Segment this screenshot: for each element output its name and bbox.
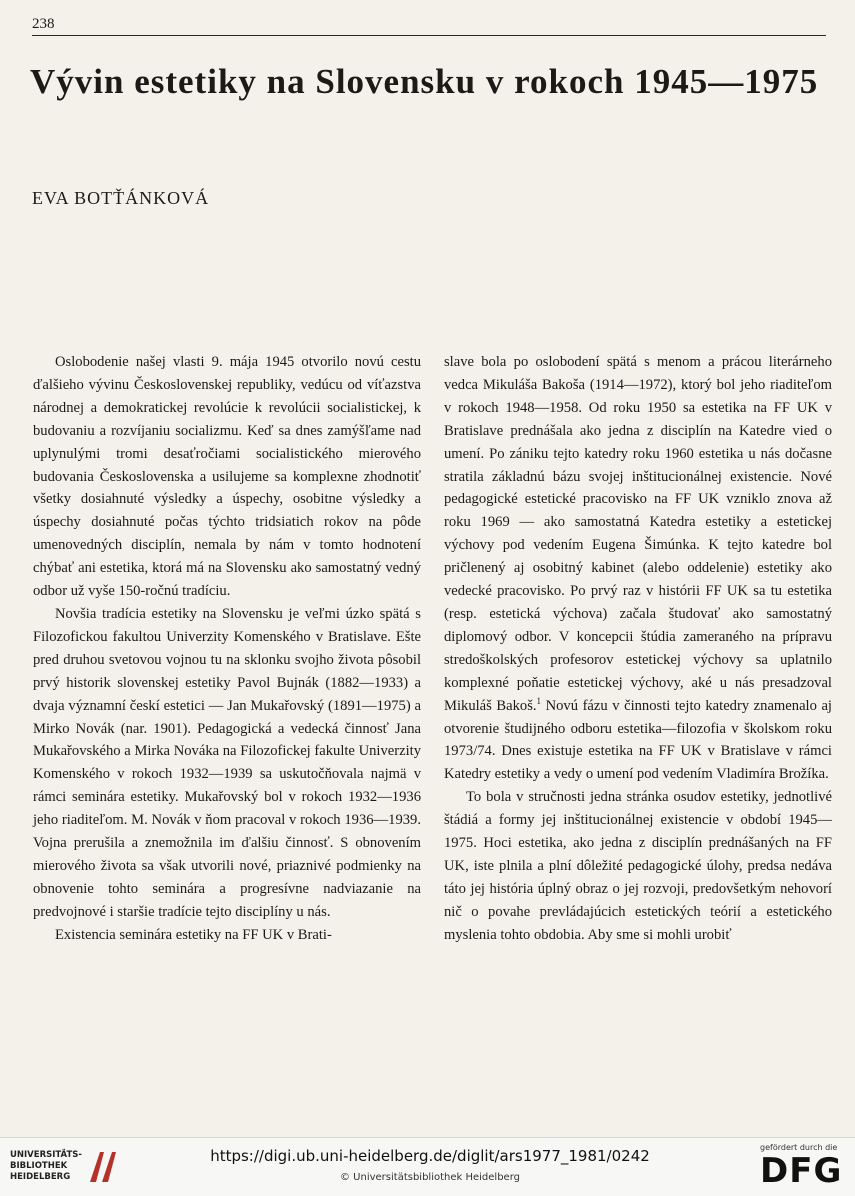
page-number: 238: [32, 16, 55, 32]
paragraph: Existencia seminára estetiky na FF UK v Brati-: [55, 926, 332, 943]
paragraph: Novšia tradícia estetiky na Slovensku je veľmi úzko spätá s Filozofickou fakultou Univerzity Komenského v Bratislave. Ešte pred druhou svetovou vojnou tu na sklonku svojho života pôsobil prvý historik slovenskej estetiky Pavol Bujnák (1882—1933) a dvaja významní českí estetici — Jan Mukařovský (1891—1975) a Mirko Novák (nar. 1901). Pedagogická a vedecká činnosť Jana Mukařovského a Mirka Nováka na Filozofickej fakulte Univerzity Komenského v rokoch 1932—1939 sa uskutočňovala najmä v rámci seminára estetiky. Mukařovský bol v rokoch 1932—1936 jeho riaditeľom. M. Novák v ňom pracoval v rokoch 1936—1939. Vojna prerušila a znemožnila im ďalšiu činnosť. S obnovením mierového života sa však utvorili nové, priaznivé podmienky na obnovenie tohto seminára a progresívne nadviazanie na predvojnové i staršie tradície tejto disciplíny u nás.: [33, 605, 421, 920]
viewer-footer: [0, 1137, 855, 1196]
paragraph: Oslobodenie našej vlasti 9. mája 1945 otvorilo novú cestu ďalšieho vývinu Československej republiky, vedúcu od víťazstva národnej a demokratickej revolúcie k revolúcii socialistickej, k budovaniu a rozvíjaniu socializmu. Keď sa dnes zamýšľame nad uplynulými tromi desaťročiami socialistického mierového budovania Československa a usilujeme sa komplexne zhodnotiť všetky dosiahnuté výsledky a úspechy, osobitne výsledky a úspechy dosiahnuté počas týchto tridsiatich rokov na pôde umenovedných disciplín, nemala by nám v tomto hodnotení chýbať ani estetika, ktorá má na Slovensku ako samostatný vedný odbor už vyše 150-ročnú tradíciu.: [33, 354, 421, 600]
paragraph-text: Novú fázu v činnosti tejto katedry znamenalo aj otvorenie študijného odboru estetika—filozofia v školskom roku 1973/74. Dnes existuje estetika na FF UK v Bratislave v rámci Katedry estetiky a vedy o umení pod vedením Vladimíra Brožíka.: [444, 697, 832, 783]
library-logo-line: UNIVERSITÄTS-: [10, 1150, 82, 1160]
library-mark-icon: [86, 1146, 120, 1186]
article-author: EVA BOTŤÁNKOVÁ: [32, 188, 210, 208]
text-column-left: [33, 351, 421, 947]
paragraph-text: slave bola po oslobodení spätá s menom a prácou literárneho vedca Mikuláša Bakoša (1914—1972), ktorý bol jeho riaditeľom v rokoch 1948—1958. Od roku 1950 sa estetika na FF UK v Bratislave prednášala ako jedna z disciplín na Katedre vied o umení. Po zániku tejto katedry roku 1960 estetika u nás dočasne stratila základnú bázu svojej inštitucionálnej existencie. Nové pedagogické estetické pracovisko na FF UK vzniklo znova až roku 1969 — ako samostatná Katedra estetiky a estetickej výchovy pod vedením Eugena Šimúnka. K tejto katedre bol pričlenený aj osobitný kabinet (alebo oddelenie) estetiky ako vedecké pracovisko. Po prvý raz v histórii FF UK sa tu estetika (resp. estetická výchova) začala študovať ako samostatný diplomový odbor. V koncepcii štúdia zameraného na prípravu stredoškolských profesorov estetickej výchovy sa uplatnilo komplexné poňatie estetickej výchovy, aké u nás presadzoval Mikuláš Bakoš.: [444, 354, 832, 714]
dfg-logo[interactable]: DFG: [760, 1151, 843, 1191]
library-logo-line: BIBLIOTHEK: [10, 1161, 68, 1171]
header-rule: [32, 35, 826, 36]
footnote-marker[interactable]: 1: [536, 695, 542, 706]
funding-label: gefördert durch die: [760, 1143, 838, 1152]
library-logo-line: HEIDELBERG: [10, 1172, 71, 1182]
permalink-url[interactable]: https://digi.ub.uni-heidelberg.de/diglit/ars1977_1981/0242: [210, 1147, 650, 1165]
text-column-right: [444, 351, 832, 947]
paragraph: [444, 351, 832, 786]
copyright-notice: © Universitätsbibliothek Heidelberg: [339, 1172, 520, 1183]
article-title: Vývin estetiky na Slovensku v rokoch 1945—1975: [30, 62, 819, 101]
paragraph: To bola v stručnosti jedna stránka osudov estetiky, jednotlivé štádiá a formy jej inštitucionálnej existencie v období 1945—1975. Hoci estetika, ako jedna z disciplín prednášaných na FF UK, iste plnila a plní dôležité pedagogické úlohy, predsa nedáva táto jej história úplný obraz o jej rozvoji, predovšetkým nehovorí nič o povahe prevládajúcich estetických teórií a estetického myslenia tohto obdobia. Aby sme si mohli urobiť: [444, 789, 832, 943]
library-logo[interactable]: [10, 1150, 82, 1183]
